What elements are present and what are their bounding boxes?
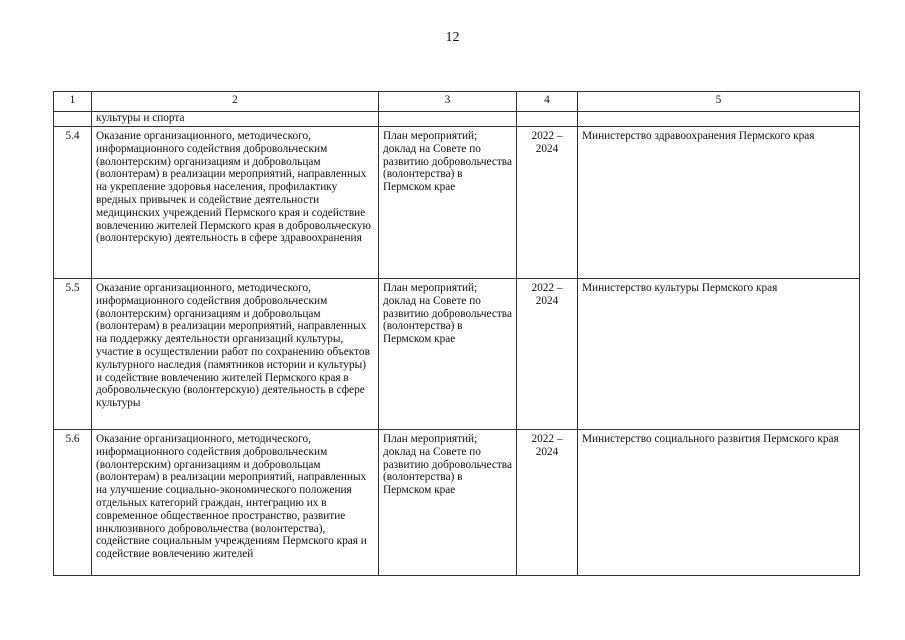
- activity-text: Оказание организационного, методического, информационного содействия добровольческим (волонтерским) организациям и добровольцам (волонтерам) в реализации мероприятий, направленных на поддержку деятельности организаций культуры, участие в осуществлении работ по сохранению объектов культурного наследия (памятников истории и культуры) и содействие вовлечению жителей Пермского края в добровольческую (волонтерскую) деятельность в сфере культуры: [92, 279, 379, 430]
- table-cell-empty: [379, 112, 517, 127]
- row-number: 5.6: [54, 430, 92, 576]
- column-header: 2: [92, 92, 379, 112]
- years-text: 2022 – 2024: [517, 127, 578, 279]
- continuation-text: культуры и спорта: [92, 112, 379, 127]
- result-text: План мероприятий; доклад на Совете по развитию добровольчества (волонтерства) в Пермском крае: [379, 279, 517, 430]
- executor-text: Министерство социального развития Пермского края: [578, 430, 860, 576]
- column-header: 5: [578, 92, 860, 112]
- result-text: План мероприятий; доклад на Совете по развитию добровольчества (волонтерства) в Пермском крае: [379, 430, 517, 576]
- activity-text: Оказание организационного, методического, информационного содействия добровольческим (волонтерским) организациям и добровольцам (волонтерам) в реализации мероприятий, направленных на укрепление здоровья населения, профилактику вредных привычек и содействие деятельности медицинских учреждений Пермского края и содействие вовлечению жителей Пермского края в добровольческую (волонтерскую) деятельность в сфере здравоохранения: [92, 127, 379, 279]
- page-number: 12: [445, 30, 460, 45]
- column-header: 4: [517, 92, 578, 112]
- years-text: 2022 – 2024: [517, 279, 578, 430]
- column-header: 1: [54, 92, 92, 112]
- row-number: 5.4: [54, 127, 92, 279]
- executor-text: Министерство здравоохранения Пермского края: [578, 127, 860, 279]
- table-cell-empty: [517, 112, 578, 127]
- table-header-row: [54, 92, 860, 112]
- activity-text: Оказание организационного, методического, информационного содействия добровольческим (волонтерским) организациям и добровольцам (волонтерам) в реализации мероприятий, направленных на улучшение социально-экономического положения отдельных категорий граждан, интеграцию их в современное общественное пространство, развитие инклюзивного добровольчества (волонтерства), содействие социальным учреждениям Пермского края и содействие вовлечению жителей: [92, 430, 379, 576]
- table-row-continuation: [54, 112, 860, 127]
- column-header: 3: [379, 92, 517, 112]
- activities-table: [53, 91, 860, 576]
- executor-text: Министерство культуры Пермского края: [578, 279, 860, 430]
- table-row: [54, 430, 860, 576]
- table-row: [54, 279, 860, 430]
- table-cell-empty: [54, 112, 92, 127]
- years-text: 2022 – 2024: [517, 430, 578, 576]
- result-text: План мероприятий; доклад на Совете по развитию добровольчества (волонтерства) в Пермском крае: [379, 127, 517, 279]
- row-number: 5.5: [54, 279, 92, 430]
- table-row: [54, 127, 860, 279]
- table-cell-empty: [578, 112, 860, 127]
